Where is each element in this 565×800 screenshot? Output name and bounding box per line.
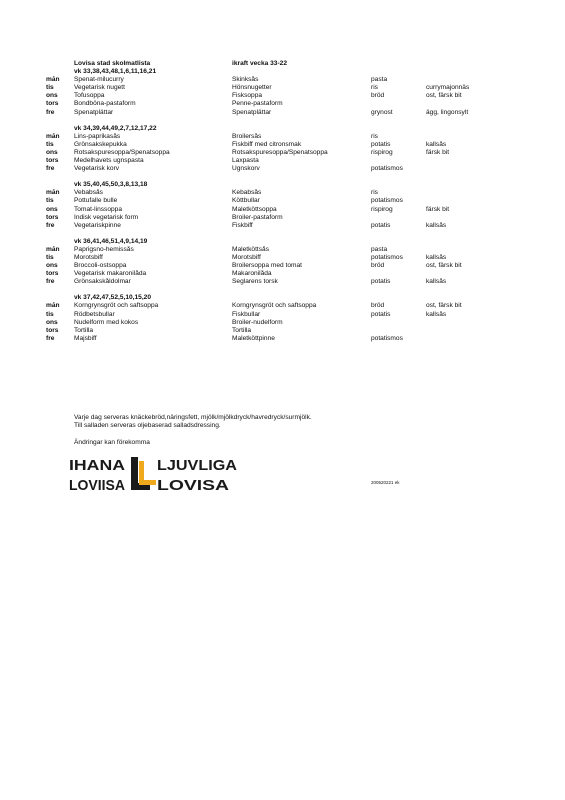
logo-ljuvliga: LJUVLIGA (157, 457, 238, 474)
side-dish: rispirog (371, 205, 393, 213)
vegetarian-dish: Spenatplättar (74, 108, 114, 116)
weekday-label: mån (46, 245, 60, 253)
extra-item: färsk bit (426, 205, 450, 213)
main-dish: Ugnskorv (232, 165, 260, 173)
main-dish: Penne-pastaform (232, 100, 283, 108)
side-dish: potatismos (371, 334, 403, 342)
vegetarian-dish: Spenat-milucurry (74, 76, 124, 84)
vegetarian-dish: Bondböna-pastaform (74, 100, 136, 108)
vegetarian-dish: Vebabsås (74, 189, 103, 197)
vegetarian-dish: Broccoli-ostsoppa (74, 262, 127, 270)
weekday-label: tors (46, 100, 59, 108)
weekday-label: tis (46, 84, 54, 92)
vegetarian-dish: Vegetarisk korv (74, 165, 120, 173)
extra-item: färsk bit (426, 148, 450, 156)
extra-item: currymajonnäs (426, 84, 470, 92)
menu-row (46, 92, 536, 100)
weekday-label: fre (46, 108, 55, 116)
weekday-label: tors (46, 157, 59, 165)
extra-item: kallsås (426, 140, 447, 148)
weekday-label: tis (46, 140, 54, 148)
extra-item: kallsås (426, 278, 447, 286)
weekday-label: tors (46, 270, 59, 278)
weeks-container (46, 68, 536, 343)
document-title: Lovisa stad skolmatlista (74, 60, 151, 67)
vegetarian-dish: Nudelform med kokos (74, 318, 139, 326)
weekday-label: ons (46, 262, 58, 270)
weekday-label: ons (46, 205, 58, 213)
menu-row (46, 84, 536, 92)
side-dish: potatis (371, 310, 391, 318)
menu-row (46, 222, 536, 230)
menu-row (46, 214, 536, 222)
logo-ihana: IHANA (69, 457, 126, 474)
week-label: vk 33,38,43,48,1,6,11,16,21 (74, 68, 157, 76)
week-gap (46, 117, 536, 125)
side-dish: pasta (371, 76, 388, 84)
menu-row (46, 327, 536, 335)
week-gap (46, 173, 536, 181)
weekday-label: ons (46, 318, 58, 326)
main-dish: Seglarens torsk (232, 278, 278, 286)
vegetarian-dish: Tortilla (74, 326, 94, 334)
footer-note-2: Till salladen serveras oljebaserad salladsdressing. (74, 422, 221, 429)
menu-row (46, 133, 536, 141)
week-label: vk 37,42,47,52,5,10,15,20 (74, 294, 151, 302)
menu-row (46, 109, 536, 117)
vegetarian-dish: Lins-paprikasås (74, 132, 121, 140)
main-dish: Fisksoppa (232, 92, 263, 100)
main-dish: Makaronilåda (232, 270, 272, 278)
vegetarian-dish: Vegetariskpinne (74, 221, 121, 229)
menu-row (46, 335, 536, 343)
main-dish: Broiler-pastaform (232, 213, 283, 221)
main-dish: Rotsakspuresoppa/Spenatsoppa (232, 148, 328, 156)
week-header-row (46, 294, 536, 302)
side-dish: ris (371, 84, 378, 92)
menu-row (46, 157, 536, 165)
main-dish: Spenatplättar (232, 108, 272, 116)
vegetarian-dish: Tofusoppa (74, 92, 105, 100)
weekday-label: ons (46, 148, 58, 156)
vegetarian-dish: Grönsakskåldolmar (74, 278, 131, 286)
vegetarian-dish: Morotsbiff (74, 253, 103, 261)
menu-row (46, 165, 536, 173)
menu-document (46, 60, 536, 343)
side-dish: ris (371, 189, 378, 197)
vegetarian-dish: Tomat-linssoppa (74, 205, 123, 213)
vegetarian-dish: Grönsakskepukka (74, 140, 127, 148)
vegetarian-dish: Rödbetsbullar (74, 310, 115, 318)
main-dish: Broilersoppa med tomat (232, 262, 303, 270)
extra-item: ost, färsk bit (426, 262, 462, 270)
main-dish: Maletköttsås (232, 245, 270, 253)
week-gap (46, 286, 536, 294)
main-dish: Tortilla (232, 326, 252, 334)
vegetarian-dish: Paprigsno-hemissås (74, 245, 134, 253)
menu-row (46, 149, 536, 157)
weekday-label: mån (46, 189, 60, 197)
menu-row (46, 319, 536, 327)
week-header-row (46, 238, 536, 246)
side-dish: bröd (371, 262, 385, 270)
weekday-label: tis (46, 310, 54, 318)
weekday-label: fre (46, 278, 55, 286)
weekday-label: fre (46, 334, 55, 342)
vegetarian-dish: Vegetarisk nugett (74, 84, 125, 92)
logo-loviisa: LOVIISA (69, 477, 126, 494)
side-dish: bröd (371, 302, 385, 310)
main-dish: Laxpasta (232, 157, 259, 165)
extra-item: ägg, lingonsylt (426, 108, 469, 116)
vegetarian-dish: Medelhavets ugnspasta (74, 157, 144, 165)
weekday-label: tors (46, 213, 59, 221)
extra-item: kallsås (426, 310, 447, 318)
vegetarian-dish: Indisk vegetarisk form (74, 213, 139, 221)
weekday-label: fre (46, 221, 55, 229)
side-dish: rispirog (371, 148, 393, 156)
weekday-label: mån (46, 302, 60, 310)
menu-row (46, 262, 536, 270)
side-dish: ris (371, 132, 378, 140)
main-dish: Fiskbullar (232, 310, 261, 318)
extra-item: ost, färsk bit (426, 92, 462, 100)
main-dish: Hönsnugetter (232, 84, 272, 92)
menu-row (46, 246, 536, 254)
week-label: vk 35,40,45,50,3,8,13,18 (74, 181, 148, 189)
main-dish: Fiskbiff med citronsmak (232, 140, 302, 148)
week-header-row (46, 68, 536, 76)
weekday-label: tis (46, 253, 54, 261)
footer-note-1: Varje dag serveras knäckebröd,näringsfett, mjölk/mjölkdryck/havredryck/surmjölk. (74, 414, 312, 421)
main-dish: Köttbullar (232, 197, 260, 205)
weekday-label: tors (46, 326, 59, 334)
side-dish: potatismos (371, 165, 403, 173)
week-header-row (46, 125, 536, 133)
menu-row (46, 100, 536, 108)
weekday-label: tis (46, 197, 54, 205)
week-gap (46, 230, 536, 238)
vegetarian-dish: Pottufalle bulle (74, 197, 118, 205)
menu-row (46, 206, 536, 214)
logo-lovisa: LOVISA (157, 477, 230, 494)
menu-row (46, 254, 536, 262)
logo-emblem (131, 457, 156, 490)
side-dish: potatismos (371, 197, 403, 205)
week-label: vk 34,39,44,49,2,7,12,17,22 (74, 124, 157, 132)
main-dish: Skinksås (232, 76, 259, 84)
weekday-label: fre (46, 165, 55, 173)
side-dish: bröd (371, 92, 385, 100)
extra-item: kallsås (426, 221, 447, 229)
main-dish: Morotsbiff (232, 253, 261, 261)
menu-row (46, 141, 536, 149)
vegetarian-dish: Rotsakspuresoppa/Spenatsoppa (74, 148, 170, 156)
weekday-label: ons (46, 92, 58, 100)
header-row (46, 60, 536, 68)
menu-row (46, 302, 536, 310)
main-dish: Broiler-nudelform (232, 318, 283, 326)
extra-item: kallsås (426, 253, 447, 261)
vegetarian-dish: Vegetarisk makaronilåda (74, 270, 147, 278)
menu-row (46, 270, 536, 278)
week-label: vk 36,41,46,51,4,9,14,19 (74, 237, 148, 245)
weekday-label: mån (46, 132, 60, 140)
main-dish: Kebabsås (232, 189, 262, 197)
week-header-row (46, 181, 536, 189)
menu-row (46, 311, 536, 319)
extra-item: ost, färsk bit (426, 302, 462, 310)
main-dish: Maletköttpinne (232, 334, 275, 342)
menu-row (46, 189, 536, 197)
menu-row (46, 197, 536, 205)
document-code: 200520221 ek (371, 480, 400, 485)
side-dish: grynost (371, 108, 393, 116)
main-dish: Maletköttsoppa (232, 205, 277, 213)
menu-row (46, 278, 536, 286)
main-dish: Broilersås (232, 132, 262, 140)
valid-period: ikraft vecka 33-22 (232, 60, 287, 67)
vegetarian-dish: Majsbiff (74, 334, 97, 342)
side-dish: potatis (371, 140, 391, 148)
weekday-label: mån (46, 76, 60, 84)
side-dish: potatis (371, 221, 391, 229)
side-dish: potatis (371, 278, 391, 286)
vegetarian-dish: Korngrynsgröt och saftsoppa (74, 302, 159, 310)
ihana-loviisa-logo (69, 455, 239, 495)
main-dish: Fiskbiff (232, 221, 253, 229)
changes-note: Ändringar kan förekomma (74, 439, 150, 446)
main-dish: Korngrynsgröt och saftsoppa (232, 302, 317, 310)
side-dish: pasta (371, 245, 388, 253)
side-dish: potatismos (371, 253, 403, 261)
menu-row (46, 76, 536, 84)
